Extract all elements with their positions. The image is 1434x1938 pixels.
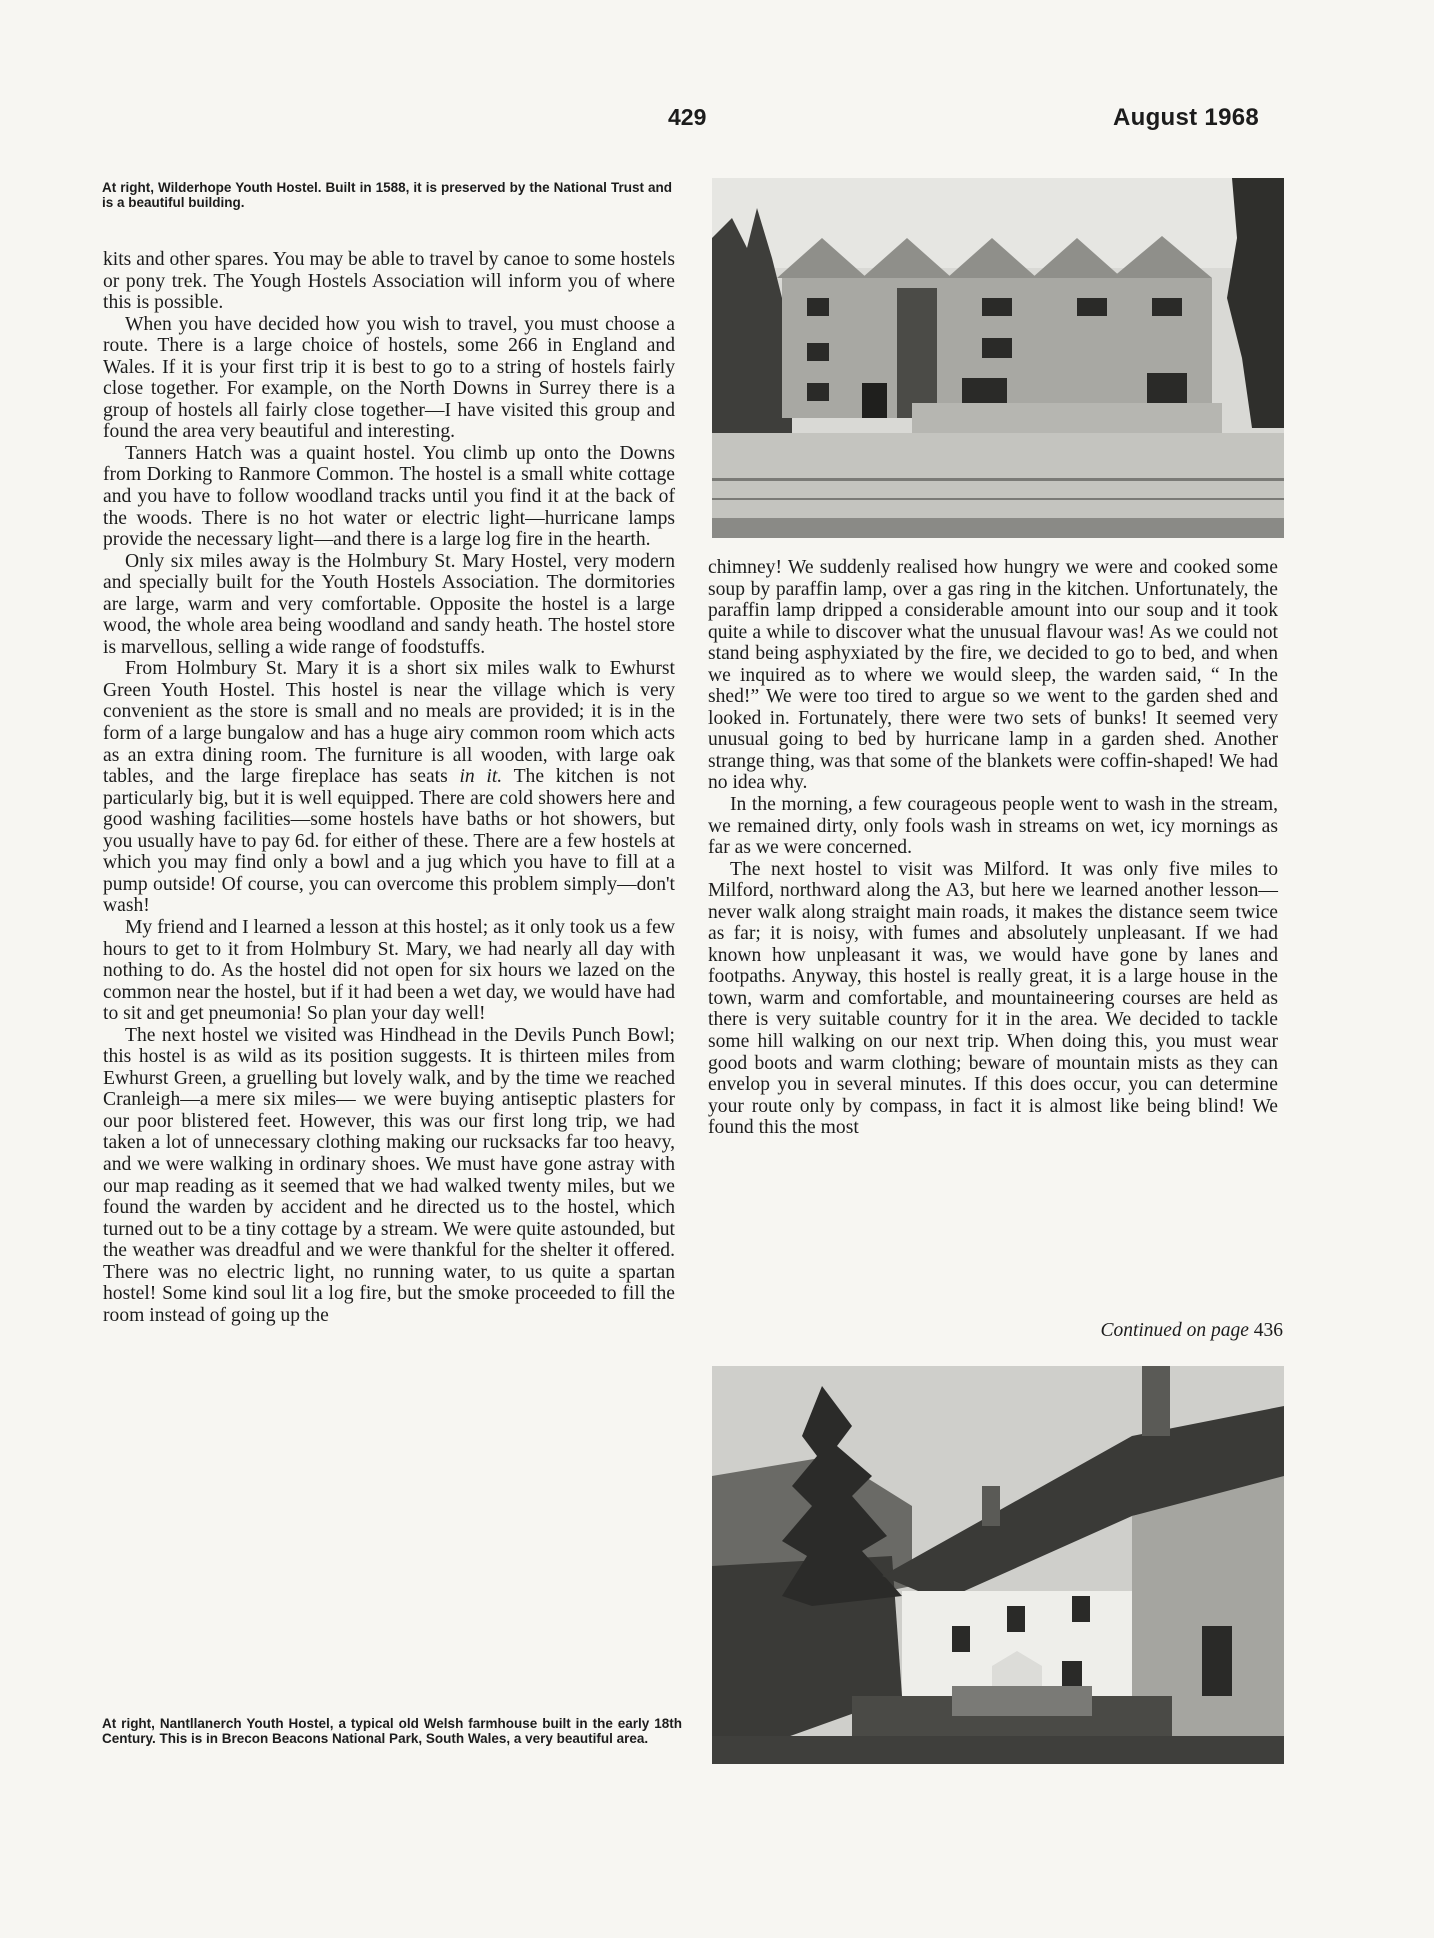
paragraph: chimney! We suddenly realised how hungry we were and cooked some soup by paraffin lamp, over a gas ring in the kitchen. Unfortunately, the paraffin lamp dripped a considerable amount into our soup and it took quite a while to discover what the unusual flavour was! As we could not stand being asphyxiated by the fire, we decided to go to bed, and when we inquired as to where we would sleep, the warden said, “ In the shed!” We were too tired to argue so we went to the garden shed and looked in. Fortunately, there were two sets of bunks! It seemed very unusual going to bed by hurricane lamp in a garden shed. Another strange thing, was that some of the blankets were coffin-shaped! We had no idea why. <box>708 557 1278 794</box>
page-number: 429 <box>668 104 707 130</box>
paragraph: Only six miles away is the Holmbury St. Mary Hostel, very modern and specially built for the Youth Hostels Association. The dormitories are large, warm and very comfortable. Opposite the hostel is a large wood, the whole area being woodland and sandy heath. The hostel store is marvellous, selling a wide range of foodstuffs. <box>103 550 675 658</box>
paragraph: When you have decided how you wish to travel, you must choose a route. There is a large choice of hostels, some 266 in England and Wales. If it is your first trip it is best to go to a string of hostels fairly close together. For example, on the North Downs in Surrey there is a group of hostels all fairly close together—I have visited this group and found the area very beautiful and interesting. <box>103 313 675 443</box>
paragraph: In the morning, a few courageous people went to wash in the stream, we remained dirty, only fools wash in streams on wet, icy mornings as far as we were concerned. <box>708 794 1278 859</box>
paragraph: The next hostel to visit was Milford. It was only five miles to Milford, northward along the A3, but here we learned another lesson—never walk along straight main roads, it makes the distance seem twice as far; it is noisy, with fumes and absolutely unpleasant. If we had known how unpleasant it was, we would have gone by lanes and footpaths. Anyway, this hostel is really great, it is a large house in the town, warm and comfortable, and mountaineering courses are held as there is very suitable country for it in the area. We decided to tackle some hill walking on our next trip. When doing this, you must wear good boots and warm clothing; beware of mountain mists as they can envelop you in several minutes. If this does occur, you can determine your route only by compass, in fact it is almost like being blind! We found this the most <box>708 858 1278 1139</box>
paragraph: My friend and I learned a lesson at this hostel; as it only took us a few hours to get to it from Holmbury St. Mary, we had nearly all day with nothing to do. As the hostel did not open for six hours we lazed on the common near the hostel, but if it had been a wet day, we would have had to sit and get pneumonia! So plan your day well! <box>103 916 675 1025</box>
nantllanerch-hostel-photo <box>712 1366 1284 1764</box>
continued-label: Continued on page <box>1100 1320 1249 1341</box>
paragraph-text: The kitchen is not particularly big, but it is well equipped. There are cold showers here and good washing facilities—some hostels have baths or hot showers, but you usually have to pay 6d. for either of these. There are a few hostels at which you may find only a bowl and a jug which you have to fill at a pump outside! Of course, you can overcome this problem simply—don't wash! <box>103 766 675 917</box>
continued-page: 436 <box>1253 1320 1283 1341</box>
continued-note <box>1045 1320 1283 1342</box>
article-column-right <box>708 557 1278 1139</box>
photo-caption-top: At right, Wilderhope Youth Hostel. Built in 1588, it is preserved by the National Trust and is a beautiful building. <box>102 180 672 210</box>
wilderhope-hostel-photo <box>712 178 1284 538</box>
paragraph: Tanners Hatch was a quaint hostel. You climb up onto the Downs from Dorking to Ranmore Common. The hostel is a small white cottage and you have to follow woodland tracks until you find it at the back of the woods. There is no hot water or electric light—hurricane lamps provide the necessary light—and there is a large log fire in the hearth. <box>103 442 675 551</box>
paragraph: The next hostel we visited was Hindhead in the Devils Punch Bowl; this hostel is as wild as its position suggests. It is thirteen miles from Ewhurst Green, a gruelling but lovely walk, and by the time we reached Cranleigh—a mere six miles— we were buying antiseptic plasters for our poor blistered feet. However, this was our first long trip, we had taken a lot of unnecessary clothing making our rucksacks far too heavy, and we were walking in ordinary shoes. We must have gone astray with our map reading as it seemed that we had walked twenty miles, but we found the warden by accident and he directed us to the hostel, which turned out to be a tiny cottage by a stream. We were quite astounded, but the weather was dreadful and we were thankful for the shelter it offered. There was no electric light, no running water, to us quite a spartan hostel! Some kind soul lit a log fire, but the smoke proceeded to fill the room instead of going up the <box>103 1024 675 1326</box>
paragraph: kits and other spares. You may be able to travel by canoe to some hostels or pony trek. The Yough Hostels Association will inform you of where this is possible. <box>103 249 675 314</box>
article-column-left <box>103 249 675 1326</box>
paragraph <box>103 658 675 917</box>
issue-date: August 1968 <box>1113 104 1260 131</box>
paragraph-text: From Holmbury St. Mary it is a short six miles walk to Ewhurst Green Youth Hostel. This hostel is near the village which is very convenient as the store is small and no meals are provided; it is in the form of a large bungalow and has a huge airy common room which acts as an extra dining room. The furniture is all wooden, with large oak tables, and the large fireplace has seats <box>103 658 675 788</box>
photo-caption-bottom: At right, Nantllanerch Youth Hostel, a typical old Welsh farmhouse built in the early 18th Century. This is in Brecon Beacons National Park, South Wales, a very beautiful area. <box>102 1716 682 1746</box>
emphasis-text: in it. <box>459 766 503 788</box>
